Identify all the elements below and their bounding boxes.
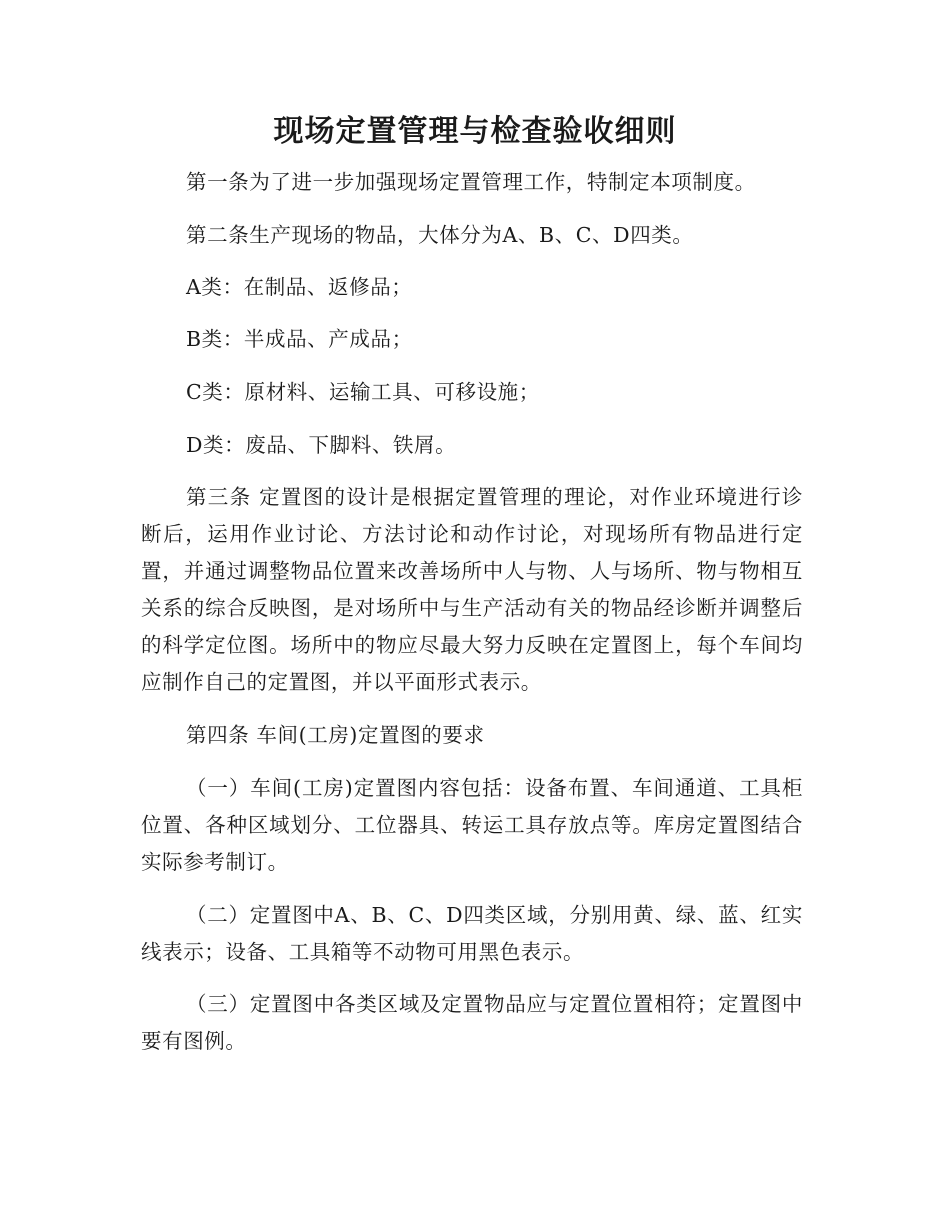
article-4-item-1: （一）车间(工房)定置图内容包括：设备布置、车间通道、工具柜位置、各种区域划分、工位器具、转运工具存放点等。库房定置图结合实际参考制订。 [141, 776, 803, 874]
category-d: D类：废品、下脚料、铁屑。 [186, 433, 457, 457]
article-3: 第三条 定置图的设计是根据定置管理的理论，对作业环境进行诊断后，运用作业讨论、方法讨论和动作讨论，对现场所有物品进行定置，并通过调整物品位置来改善场所中人与物、人与场所、物与物相互关系的综合反映图，是对场所中与生产活动有关的物品经诊断并调整后的科学定位图。场所中的物应尽最大努力反映在定置图上，每个车间均应制作自己的定置图，并以平面形式表示。 [141, 485, 803, 694]
article-4-item-3: （三）定置图中各类区域及定置物品应与定置位置相符；定置图中要有图例。 [141, 992, 803, 1053]
article-4-item-2: （二）定置图中A、B、C、D四类区域，分别用黄、绿、蓝、红实线表示；设备、工具箱等不动物可用黑色表示。 [141, 903, 803, 964]
document-title: 现场定置管理与检查验收细则 [273, 114, 677, 149]
article-4: 第四条 车间(工房)定置图的要求 [186, 723, 485, 747]
article-2: 第二条生产现场的物品，大体分为A、B、C、D四类。 [186, 223, 694, 247]
article-1: 第一条为了进一步加强现场定置管理工作，特制定本项制度。 [186, 170, 756, 194]
category-c: C类：原材料、运输工具、可移设施； [186, 380, 540, 404]
category-a: A类：在制品、返修品； [186, 275, 413, 299]
category-b: B类：半成品、产成品； [186, 327, 413, 351]
